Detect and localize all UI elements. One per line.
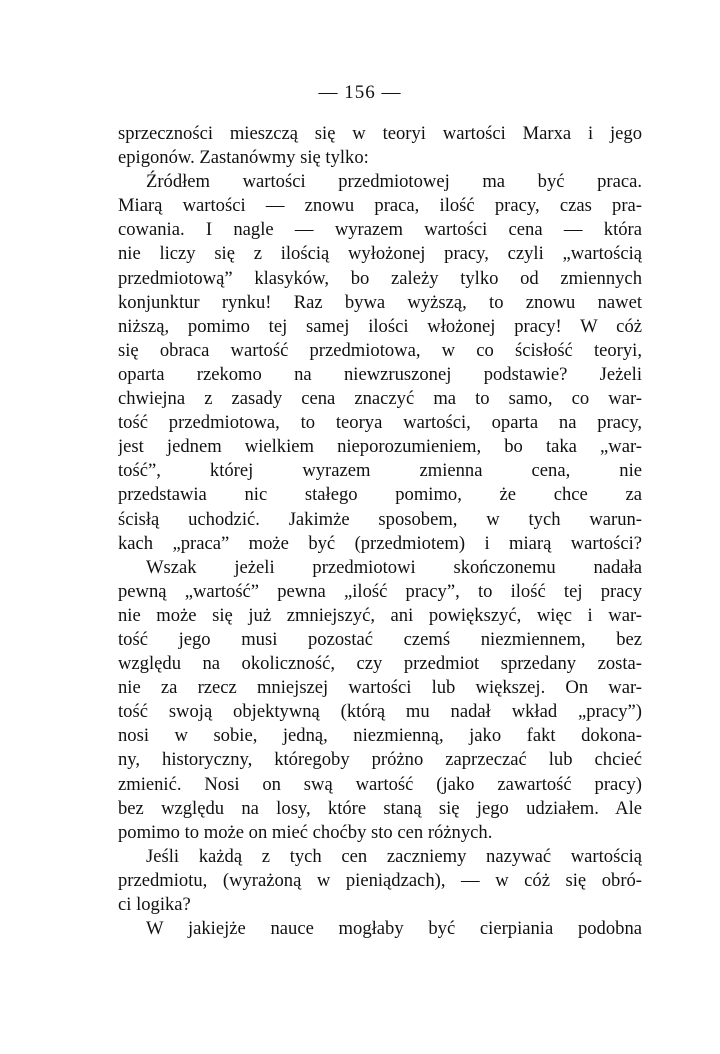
text-line: przedmiotową” klasyków, bo zależy tylko od zmiennych: [118, 267, 642, 289]
text-line: się obraca wartość przedmiotowa, w co ścisłość teoryi,: [118, 339, 642, 361]
text-line: nie za rzecz mniejszej wartości lub większej. On war-: [118, 677, 642, 699]
text-line: konjunktur rynku! Raz bywa wyższą, to znowu nawet: [118, 291, 642, 313]
text-line: tość swoją objektywną (którą mu nadał wkład „pracy”): [118, 701, 642, 723]
text-line: pewną „wartość” pewna „ilość pracy”, to ilość tej pracy: [118, 580, 642, 602]
page-number: — 156 —: [318, 82, 402, 103]
text-line: sprzeczności mieszczą się w teoryi wartości Marxa i jego: [118, 123, 642, 144]
body-text: [118, 122, 642, 941]
text-line: kach „praca” może być (przedmiotem) i miarą wartości?: [118, 532, 642, 554]
text-line: ny, historyczny, któregoby próżno zaprzeczać lub chcieć: [118, 749, 642, 771]
text-line: tość przedmiotowa, to teorya wartości, oparta na pracy,: [118, 412, 642, 434]
text-line: W jakiejże nauce mogłaby być cierpiania podobna: [146, 918, 642, 940]
text-line: ścisłą uchodzić. Jakimże sposobem, w tych warun-: [118, 508, 642, 530]
text-line: nie liczy się z ilością wyłożonej pracy, czyli „wartością: [118, 243, 642, 265]
text-line: Źródłem wartości przedmiotowej ma być praca.: [146, 171, 642, 193]
text-line: tość jego musi pozostać czemś niezmiennem, bez: [118, 628, 642, 650]
text-line: Wszak jeżeli przedmiotowi skończonemu nadała: [146, 556, 642, 578]
text-line: Jeśli każdą z tych cen zaczniemy nazywać wartością: [146, 845, 642, 867]
text-line: bez względu na losy, które staną się jego udziałem. Ale: [118, 797, 642, 819]
text-line: epigonów. Zastanówmy się tylko:: [118, 147, 369, 169]
text-line: ci logika?: [118, 894, 191, 915]
text-line: oparta rzekomo na niewzruszonej podstawie? Jeżeli: [118, 363, 642, 385]
text-line: Miarą wartości — znowu praca, ilość pracy, czas pra-: [118, 195, 642, 217]
text-line: pomimo to może on mieć choćby sto cen różnych.: [118, 821, 493, 843]
text-line: jest jednem wielkiem nieporozumieniem, bo taka „war-: [118, 436, 642, 458]
text-line: przedstawia nic stałego pomimo, że chce za: [118, 484, 642, 506]
text-line: względu na okoliczność, czy przedmiot sprzedany zosta-: [118, 653, 642, 675]
text-line: nosi w sobie, jedną, niezmienną, jako fakt dokona-: [118, 725, 642, 747]
text-line: chwiejna z zasady cena znaczyć ma to samo, co war-: [118, 388, 642, 410]
text-line: niższą, pomimo tej samej ilości włożonej pracy! W cóż: [118, 315, 642, 337]
text-line: cowania. I nagle — wyrazem wartości cena — która: [118, 219, 642, 241]
text-line: przedmiotu, (wyrażoną w pieniądzach), — w cóż się obró-: [118, 869, 642, 891]
text-line: tość”, której wyrazem zmienna cena, nie: [118, 460, 642, 482]
text-line: zmienić. Nosi on swą wartość (jako zawartość pracy): [118, 773, 642, 795]
text-line: nie może się już zmniejszyć, ani powiększyć, więc i war-: [118, 604, 642, 626]
